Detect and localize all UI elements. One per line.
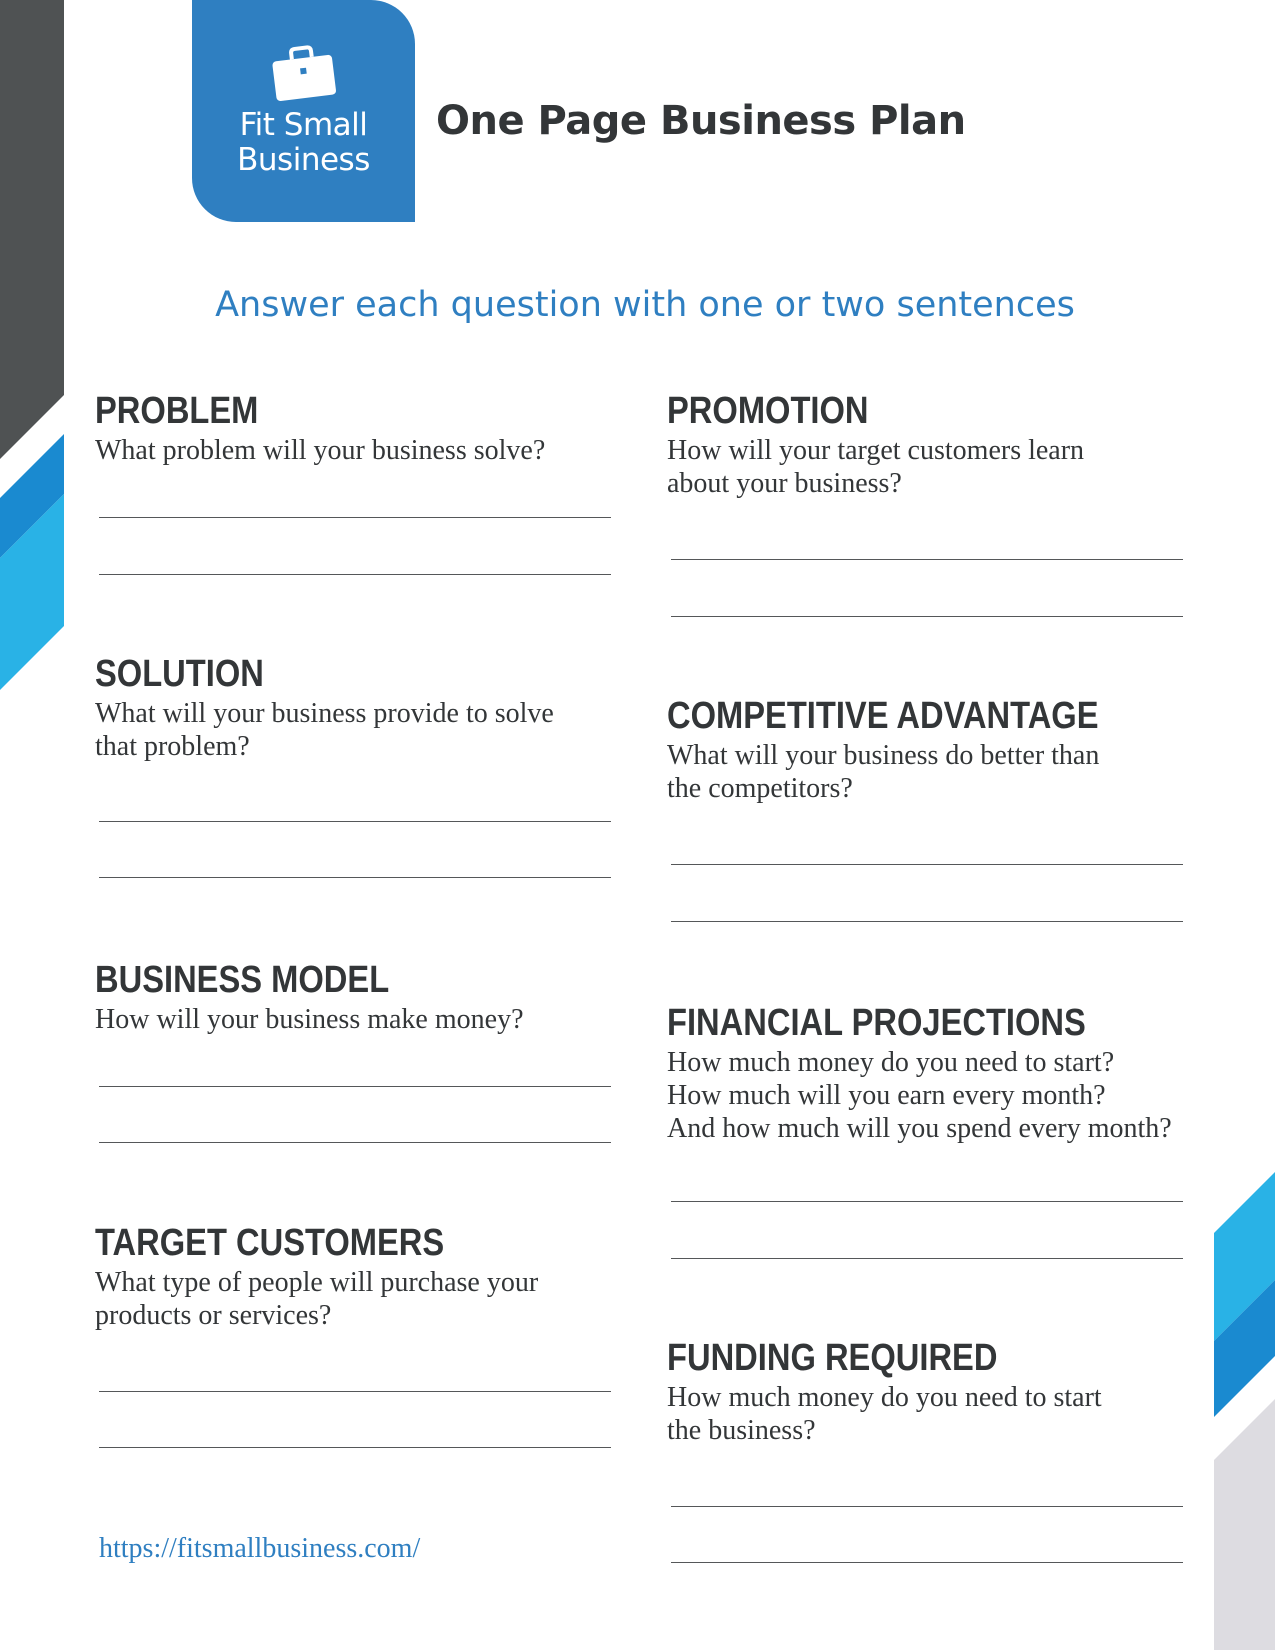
section-question: How much money do you need to start? How much will you earn every month? And how much will you spend every month?: [667, 1047, 1172, 1144]
answer-line[interactable]: [99, 517, 611, 518]
answer-line[interactable]: [671, 921, 1183, 922]
section-business-model: [95, 958, 524, 1036]
answer-line[interactable]: [671, 864, 1183, 865]
section-target-customers: [95, 1221, 538, 1332]
answer-line[interactable]: [671, 559, 1183, 560]
right-light-gray-stripe: [1214, 1399, 1275, 1650]
answer-line[interactable]: [671, 1562, 1183, 1563]
answer-line[interactable]: [99, 877, 611, 878]
section-question: What will your business do better than the competitors?: [667, 740, 1100, 804]
section-question: How much money do you need to start the business?: [667, 1382, 1102, 1446]
section-competitive-advantage: [667, 694, 1169, 805]
answer-line[interactable]: [99, 574, 611, 575]
section-question: What type of people will purchase your products or services?: [95, 1267, 539, 1331]
answer-line[interactable]: [671, 1506, 1183, 1507]
section-heading: COMPETITIVE ADVANTAGE: [667, 695, 1099, 737]
section-heading: BUSINESS MODEL: [95, 959, 390, 1001]
section-heading: TARGET CUSTOMERS: [95, 1222, 445, 1264]
answer-line[interactable]: [99, 1086, 611, 1087]
section-solution: [95, 652, 554, 763]
section-financial-projections: [667, 1001, 1172, 1145]
answer-line[interactable]: [99, 1391, 611, 1392]
section-promotion: [667, 389, 1084, 500]
section-heading: SOLUTION: [95, 653, 264, 695]
footer-url-link[interactable]: https://fitsmallbusiness.com/: [99, 1533, 421, 1564]
section-question: How will your target customers learn about your business?: [667, 435, 1085, 499]
answer-line[interactable]: [671, 1201, 1183, 1202]
subtitle: Answer each question with one or two sentences: [215, 285, 1075, 325]
section-problem: [95, 389, 545, 467]
answer-line[interactable]: [99, 1447, 611, 1448]
section-heading: PROBLEM: [95, 390, 259, 432]
section-heading: FINANCIAL PROJECTIONS: [667, 1002, 1086, 1044]
answer-line[interactable]: [99, 821, 611, 822]
left-gray-stripe: [0, 0, 64, 459]
logo-wordmark: [192, 108, 415, 178]
section-heading: PROMOTION: [667, 390, 869, 432]
briefcase-icon: [270, 44, 338, 102]
section-question: What will your business provide to solve that problem?: [95, 698, 554, 762]
section-question: What problem will your business solve?: [95, 435, 546, 466]
logo: [192, 0, 415, 222]
logo-line-1: Fit Small: [239, 107, 368, 143]
answer-line[interactable]: [671, 1258, 1183, 1259]
section-heading: FUNDING REQUIRED: [667, 1337, 998, 1379]
section-funding-required: [667, 1336, 1102, 1447]
answer-line[interactable]: [671, 616, 1183, 617]
page-title: One Page Business Plan: [436, 98, 966, 144]
section-question: How will your business make money?: [95, 1004, 524, 1035]
logo-line-2: Business: [237, 142, 370, 178]
answer-line[interactable]: [99, 1142, 611, 1143]
